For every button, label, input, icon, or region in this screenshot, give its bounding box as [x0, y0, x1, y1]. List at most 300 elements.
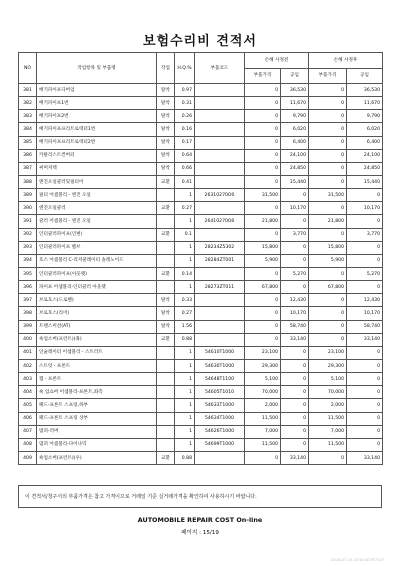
row-labor-before: 6,020: [281, 123, 309, 136]
row-part-code: 28284ZT001: [195, 254, 245, 267]
table-row: [19, 228, 383, 241]
row-part-code: [195, 320, 245, 333]
row-part-price-after: 23,100: [309, 346, 347, 359]
row-hq: 1: [175, 373, 195, 386]
table-row: [19, 333, 383, 346]
row-no: 393: [19, 241, 37, 254]
row-labor-after: 0: [347, 386, 383, 399]
row-item-name: 쇽업소버(프런트)(우): [37, 451, 157, 464]
row-labor-before: 0: [281, 346, 309, 359]
row-part-price-before: 70,000: [245, 386, 281, 399]
row-labor-after: 0: [347, 281, 383, 294]
row-labor-after: 3,770: [347, 228, 383, 241]
row-part-code: 54610T1000: [195, 346, 245, 359]
row-part-price-before: 31,500: [245, 189, 281, 202]
row-work-type: 탈착: [157, 110, 175, 123]
row-part-price-before: 5,100: [245, 373, 281, 386]
row-labor-after: 0: [347, 241, 383, 254]
row-labor-before: 0: [281, 359, 309, 372]
row-part-price-before: 0: [245, 110, 281, 123]
row-part-price-before: 0: [245, 136, 281, 149]
row-part-price-after: 0: [309, 320, 347, 333]
row-work-type: 교환: [157, 228, 175, 241]
row-part-code: 54626T1000: [195, 425, 245, 438]
row-no: 394: [19, 254, 37, 267]
row-hq: 1.56: [175, 320, 195, 333]
row-part-code: [195, 307, 245, 320]
row-labor-before: 3,770: [281, 228, 309, 241]
row-no: 385: [19, 136, 37, 149]
header-after-adjustment: 손해 사정후: [309, 53, 383, 69]
row-labor-after: 6,400: [347, 136, 383, 149]
table-body: [19, 84, 383, 465]
row-labor-after: 0: [347, 254, 383, 267]
row-hq: 1: [175, 438, 195, 451]
estimate-table: [18, 52, 383, 465]
row-part-price-after: 0: [309, 97, 347, 110]
row-hq: 0.16: [175, 123, 195, 136]
row-no: 386: [19, 149, 37, 162]
row-part-code: 26310270O0: [195, 189, 245, 202]
table-row: [19, 320, 383, 333]
row-part-code: [195, 451, 245, 464]
row-work-type: [157, 373, 175, 386]
row-part-price-before: 11,500: [245, 438, 281, 451]
row-work-type: [157, 386, 175, 399]
table-row: [19, 84, 383, 97]
row-work-type: 탈착: [157, 149, 175, 162]
row-item-name: 브로호스(리어): [37, 307, 157, 320]
row-labor-after: 9,790: [347, 110, 383, 123]
row-labor-before: 0: [281, 386, 309, 399]
table-row: [19, 294, 383, 307]
row-labor-before: 24,850: [281, 162, 309, 175]
row-part-price-after: 0: [309, 202, 347, 215]
table-row: [19, 175, 383, 188]
row-item-name: 파이프 어셈블리-인터쿨러 아웃렛: [37, 281, 157, 294]
row-work-type: [157, 189, 175, 202]
row-part-price-after: 0: [309, 110, 347, 123]
row-part-code: [195, 123, 245, 136]
row-hq: 0.88: [175, 333, 195, 346]
document-title: 보험수리비 견적서: [143, 34, 257, 49]
row-hq: 1: [175, 399, 195, 412]
row-work-type: [157, 215, 175, 228]
row-labor-before: 0: [281, 281, 309, 294]
row-work-type: 탈착: [157, 307, 175, 320]
row-no: 384: [19, 123, 37, 136]
row-labor-before: 33,140: [281, 451, 309, 464]
row-part-price-after: 0: [309, 333, 347, 346]
row-labor-after: 6,020: [347, 123, 383, 136]
row-part-price-after: 0: [309, 228, 347, 241]
row-work-type: 탈착: [157, 320, 175, 333]
row-part-code: 54634T1000: [195, 412, 245, 425]
row-part-code: [195, 228, 245, 241]
row-part-price-after: 0: [309, 175, 347, 188]
table-row: [19, 399, 383, 412]
row-labor-before: 6,400: [281, 136, 309, 149]
row-labor-after: 15,440: [347, 175, 383, 188]
row-labor-before: 0: [281, 373, 309, 386]
table-row: [19, 386, 383, 399]
row-item-name: 패드-프론트 스프링,하부: [37, 399, 157, 412]
row-part-price-before: 0: [245, 149, 281, 162]
row-item-name: 쿨러 어셈블리 - 엔진 오일: [37, 215, 157, 228]
row-labor-after: 0: [347, 412, 383, 425]
row-work-type: 교환: [157, 333, 175, 346]
row-no: 408: [19, 438, 37, 451]
row-item-name: 트랜스미션(AT): [37, 320, 157, 333]
row-item-name: 인터쿨러파이프(인변): [37, 228, 157, 241]
row-no: 396: [19, 281, 37, 294]
row-work-type: 탈착: [157, 294, 175, 307]
row-hq: 1: [175, 386, 195, 399]
table-row: [19, 123, 383, 136]
row-part-code: [195, 175, 245, 188]
row-labor-before: 33,140: [281, 333, 309, 346]
row-labor-after: 10,170: [347, 307, 383, 320]
header-before-adjustment: 손해 사정전: [245, 53, 309, 69]
row-labor-after: 0: [347, 373, 383, 386]
row-part-price-after: 29,300: [309, 359, 347, 372]
row-part-price-after: 15,800: [309, 241, 347, 254]
row-labor-before: 24,100: [281, 149, 309, 162]
row-part-price-before: 0: [245, 202, 281, 215]
row-work-type: [157, 359, 175, 372]
row-labor-before: 0: [281, 399, 309, 412]
table-row: [19, 136, 383, 149]
row-part-code: 54699T1000: [195, 438, 245, 451]
row-work-type: [157, 346, 175, 359]
row-labor-before: 0: [281, 215, 309, 228]
row-hq: 1: [175, 254, 195, 267]
row-part-price-before: 0: [245, 162, 281, 175]
row-item-name: 캡 - 프론트: [37, 373, 157, 386]
row-part-price-after: 0: [309, 162, 347, 175]
row-no: 392: [19, 228, 37, 241]
row-no: 398: [19, 307, 37, 320]
row-work-type: 교환: [157, 202, 175, 215]
row-hq: 1: [175, 425, 195, 438]
header-item: 작업항목 및 부품명: [37, 53, 157, 84]
row-part-price-after: 67,800: [309, 281, 347, 294]
row-labor-before: 0: [281, 241, 309, 254]
row-part-price-after: 31,500: [309, 189, 347, 202]
row-item-name: 스트럿 - 프론트: [37, 359, 157, 372]
row-no: 388: [19, 175, 37, 188]
row-part-code: [195, 294, 245, 307]
row-part-code: 54630T1000: [195, 359, 245, 372]
row-work-type: [157, 281, 175, 294]
row-item-name: 배기파이프디버업: [37, 84, 157, 97]
row-no: 409: [19, 451, 37, 464]
row-item-name: 인슐레이터 어셈블리 - 스트러트: [37, 346, 157, 359]
row-no: 406: [19, 412, 37, 425]
header-labor-after: 공임: [347, 68, 383, 84]
row-work-type: 탈착: [157, 97, 175, 110]
table-row: [19, 149, 383, 162]
row-work-type: [157, 241, 175, 254]
row-labor-before: 9,790: [281, 110, 309, 123]
row-labor-before: 0: [281, 412, 309, 425]
row-no: 389: [19, 189, 37, 202]
row-hq: 0.88: [175, 451, 195, 464]
row-work-type: 교환: [157, 451, 175, 464]
row-labor-before: 0: [281, 438, 309, 451]
header-part-price-after: 부품가격: [309, 68, 347, 84]
row-item-name: 패드-프론트 스프링 상부: [37, 412, 157, 425]
row-part-code: 54605T1010: [195, 386, 245, 399]
row-no: 381: [19, 84, 37, 97]
header-hq: H.Q.%: [175, 53, 195, 84]
row-labor-before: 12,430: [281, 294, 309, 307]
page-number: 페이지 : 15/19: [181, 530, 219, 536]
row-part-price-before: 0: [245, 97, 281, 110]
table-row: [19, 110, 383, 123]
row-item-name: 댐퍼 어셈블리-다이나믹: [37, 438, 157, 451]
row-labor-before: 11,670: [281, 97, 309, 110]
row-item-name: 쇽 업쇼버 어셈블리-프론트,좌측: [37, 386, 157, 399]
row-hq: 0.31: [175, 97, 195, 110]
row-labor-after: 0: [347, 359, 383, 372]
table-row: [19, 425, 383, 438]
row-no: 405: [19, 399, 37, 412]
row-no: 407: [19, 425, 37, 438]
row-part-price-after: 0: [309, 84, 347, 97]
row-item-name: 쇽업소버(프런트)(좌): [37, 333, 157, 346]
row-no: 399: [19, 320, 37, 333]
table-row: [19, 215, 383, 228]
row-part-price-after: 2,000: [309, 399, 347, 412]
row-part-price-after: 0: [309, 123, 347, 136]
row-part-price-before: 5,900: [245, 254, 281, 267]
row-hq: 1: [175, 241, 195, 254]
row-part-price-before: 23,100: [245, 346, 281, 359]
row-labor-before: 58,740: [281, 320, 309, 333]
row-item-name: 엔진오일쿨러: [37, 202, 157, 215]
row-part-price-after: 5,900: [309, 254, 347, 267]
row-part-price-after: 0: [309, 136, 347, 149]
row-item-name: 범퍼-러버: [37, 425, 157, 438]
row-part-code: [195, 97, 245, 110]
row-work-type: 교환: [157, 267, 175, 280]
row-part-price-after: 0: [309, 294, 347, 307]
row-labor-before: 0: [281, 189, 309, 202]
row-labor-before: 0: [281, 254, 309, 267]
row-labor-before: 5,270: [281, 267, 309, 280]
row-work-type: [157, 399, 175, 412]
row-labor-after: 11,670: [347, 97, 383, 110]
table-row: [19, 373, 383, 386]
row-no: 395: [19, 267, 37, 280]
row-labor-after: 33,140: [347, 333, 383, 346]
row-hq: 1: [175, 346, 195, 359]
row-labor-before: 10,170: [281, 307, 309, 320]
print-timestamp: 2024-07-14 13:30:40 RT7107: [331, 558, 384, 562]
row-part-code: [195, 149, 245, 162]
row-part-price-after: 5,100: [309, 373, 347, 386]
row-part-price-before: 0: [245, 294, 281, 307]
row-part-price-before: 2,000: [245, 399, 281, 412]
row-item-name: 써머저렉: [37, 162, 157, 175]
row-hq: 0.17: [175, 136, 195, 149]
row-work-type: 탈착: [157, 123, 175, 136]
row-part-code: [195, 136, 245, 149]
row-part-code: 28234Z5302: [195, 241, 245, 254]
row-hq: 1: [175, 215, 195, 228]
header-part-price-before: 부품가격: [245, 68, 281, 84]
row-item-name: 카탈리스트컨버터: [37, 149, 157, 162]
row-part-price-before: 29,300: [245, 359, 281, 372]
row-part-price-after: 11,500: [309, 438, 347, 451]
row-work-type: [157, 254, 175, 267]
row-part-code: [195, 162, 245, 175]
row-part-code: 26410270O0: [195, 215, 245, 228]
row-hq: 1: [175, 281, 195, 294]
row-part-price-before: 7,000: [245, 425, 281, 438]
row-labor-after: 58,740: [347, 320, 383, 333]
row-item-name: 호스 어셈블리 C-리저쿨레이터 솔레노이드: [37, 254, 157, 267]
row-hq: 0.97: [175, 84, 195, 97]
row-work-type: 탈착: [157, 84, 175, 97]
header-no: NO: [19, 53, 37, 84]
table-row: [19, 267, 383, 280]
disclaimer-note: 이 견적서/청구서의 부품가격은 참고 가격이므로 거래일 기준 실거래가격을 확인하여 사용하시기 바랍니다.: [18, 485, 382, 508]
row-work-type: 탈착: [157, 162, 175, 175]
row-work-type: [157, 438, 175, 451]
footer-title: AUTOMOBILE REPAIR COST On-line: [137, 516, 263, 524]
row-item-name: 배기파이프프리트로텍터2번: [37, 136, 157, 149]
row-part-price-before: 21,800: [245, 215, 281, 228]
row-part-price-after: 0: [309, 307, 347, 320]
row-work-type: [157, 425, 175, 438]
row-work-type: 교환: [157, 175, 175, 188]
row-item-name: 브로호스(드로헨): [37, 294, 157, 307]
row-no: 382: [19, 97, 37, 110]
row-part-price-before: 0: [245, 84, 281, 97]
row-labor-after: 24,850: [347, 162, 383, 175]
table-row: [19, 189, 383, 202]
row-part-price-before: 0: [245, 123, 281, 136]
row-no: 397: [19, 294, 37, 307]
table-row: [19, 202, 383, 215]
header-labor-before: 공임: [281, 68, 309, 84]
row-work-type: [157, 412, 175, 425]
row-item-name: 배기파이프프리트로텍터1번: [37, 123, 157, 136]
row-no: 387: [19, 162, 37, 175]
row-item-name: 인터쿨러파이프 밸브: [37, 241, 157, 254]
row-no: 401: [19, 346, 37, 359]
row-hq: 0.41: [175, 175, 195, 188]
row-labor-after: 0: [347, 425, 383, 438]
row-labor-after: 33,140: [347, 451, 383, 464]
row-part-price-before: 0: [245, 267, 281, 280]
row-part-price-after: 21,800: [309, 215, 347, 228]
row-part-price-before: 0: [245, 451, 281, 464]
row-part-code: 28273ZT011: [195, 281, 245, 294]
row-labor-after: 10,170: [347, 202, 383, 215]
row-no: 404: [19, 386, 37, 399]
row-part-price-after: 70,000: [309, 386, 347, 399]
row-labor-after: 36,530: [347, 84, 383, 97]
row-hq: 1: [175, 412, 195, 425]
row-labor-after: 0: [347, 215, 383, 228]
row-part-price-before: 0: [245, 307, 281, 320]
row-labor-before: 15,440: [281, 175, 309, 188]
row-part-price-before: 11,500: [245, 412, 281, 425]
table-row: [19, 438, 383, 451]
row-no: 391: [19, 215, 37, 228]
row-hq: 0.66: [175, 162, 195, 175]
row-part-price-before: 67,800: [245, 281, 281, 294]
table-row: [19, 241, 383, 254]
row-labor-after: 0: [347, 399, 383, 412]
row-no: 390: [19, 202, 37, 215]
row-item-name: 인터쿨러파이프(아웃렛): [37, 267, 157, 280]
row-part-code: [195, 333, 245, 346]
table-row: [19, 307, 383, 320]
row-labor-after: 0: [347, 346, 383, 359]
row-labor-before: 36,530: [281, 84, 309, 97]
row-part-price-before: 0: [245, 333, 281, 346]
row-labor-after: 12,430: [347, 294, 383, 307]
row-item-name: 필터 어셈블리 - 엔진 오일: [37, 189, 157, 202]
row-labor-before: 0: [281, 425, 309, 438]
row-no: 383: [19, 110, 37, 123]
row-labor-after: 5,270: [347, 267, 383, 280]
table-row: [19, 412, 383, 425]
row-labor-before: 10,170: [281, 202, 309, 215]
header-work: 작업: [157, 53, 175, 84]
row-part-price-before: 0: [245, 175, 281, 188]
row-part-price-before: 0: [245, 320, 281, 333]
row-no: 400: [19, 333, 37, 346]
row-part-price-after: 7,000: [309, 425, 347, 438]
row-hq: 1: [175, 189, 195, 202]
row-part-price-before: 15,800: [245, 241, 281, 254]
row-hq: 0.33: [175, 294, 195, 307]
table-row: [19, 451, 383, 464]
table-row: [19, 254, 383, 267]
row-part-code: [195, 202, 245, 215]
row-hq: 0.14: [175, 267, 195, 280]
row-item-name: 엔진오일쿨러및필터어: [37, 175, 157, 188]
row-no: 402: [19, 359, 37, 372]
row-part-code: 54648T1100: [195, 373, 245, 386]
row-part-code: [195, 110, 245, 123]
table-row: [19, 281, 383, 294]
row-part-price-after: 0: [309, 451, 347, 464]
row-part-code: [195, 84, 245, 97]
row-part-price-before: 0: [245, 228, 281, 241]
row-no: 403: [19, 373, 37, 386]
table-row: [19, 359, 383, 372]
row-hq: 0.27: [175, 202, 195, 215]
row-hq: 0.26: [175, 110, 195, 123]
row-labor-after: 24,100: [347, 149, 383, 162]
row-part-price-after: 11,500: [309, 412, 347, 425]
row-hq: 0.27: [175, 307, 195, 320]
row-hq: 0.64: [175, 149, 195, 162]
row-part-price-after: 0: [309, 267, 347, 280]
row-work-type: 탈착: [157, 136, 175, 149]
table-row: [19, 346, 383, 359]
row-part-code: 54633T1000: [195, 399, 245, 412]
row-item-name: 배기파이프1번: [37, 97, 157, 110]
row-part-price-after: 0: [309, 149, 347, 162]
row-hq: 1: [175, 359, 195, 372]
